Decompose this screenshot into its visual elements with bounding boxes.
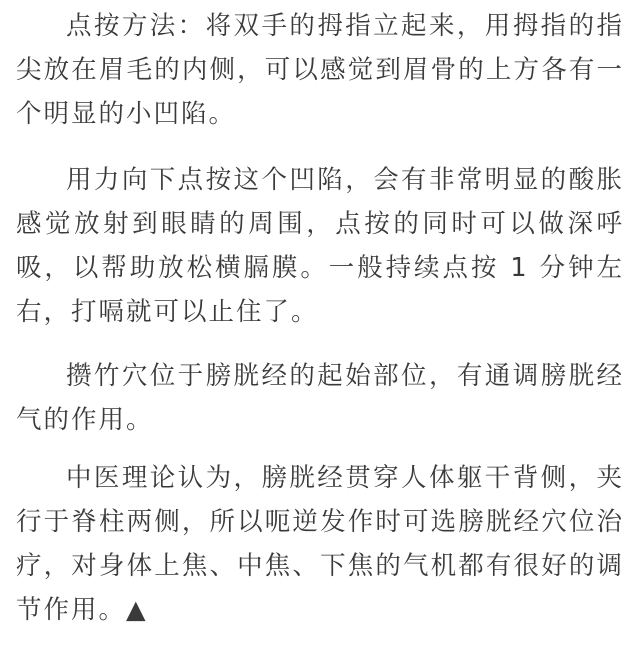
paragraph-tcm-theory: 中医理论认为，膀胱经贯穿人体躯干背侧，夹行于脊柱两侧，所以呃逆发作时可选膀胱经穴位治疗，对身体上焦、中焦、下焦的气机都有很好的调节作用。▲ (16, 463, 624, 625)
paragraph-press-instructions: 用力向下点按这个凹陷，会有非常明显的酸胀感觉放射到眼睛的周围，点按的同时可以做深呼吸，以帮助放松横膈膜。一般持续点按 1 分钟左右，打嗝就可以止住了。 (16, 165, 624, 327)
paragraph-acupressure-method: 点按方法：将双手的拇指立起来，用拇指的指尖放在眉毛的内侧，可以感觉到眉骨的上方各有一个明显的小凹陷。 (16, 11, 624, 129)
paragraph-zanzhu-point: 攒竹穴位于膀胱经的起始部位，有通调膀胱经气的作用。 (16, 361, 624, 435)
